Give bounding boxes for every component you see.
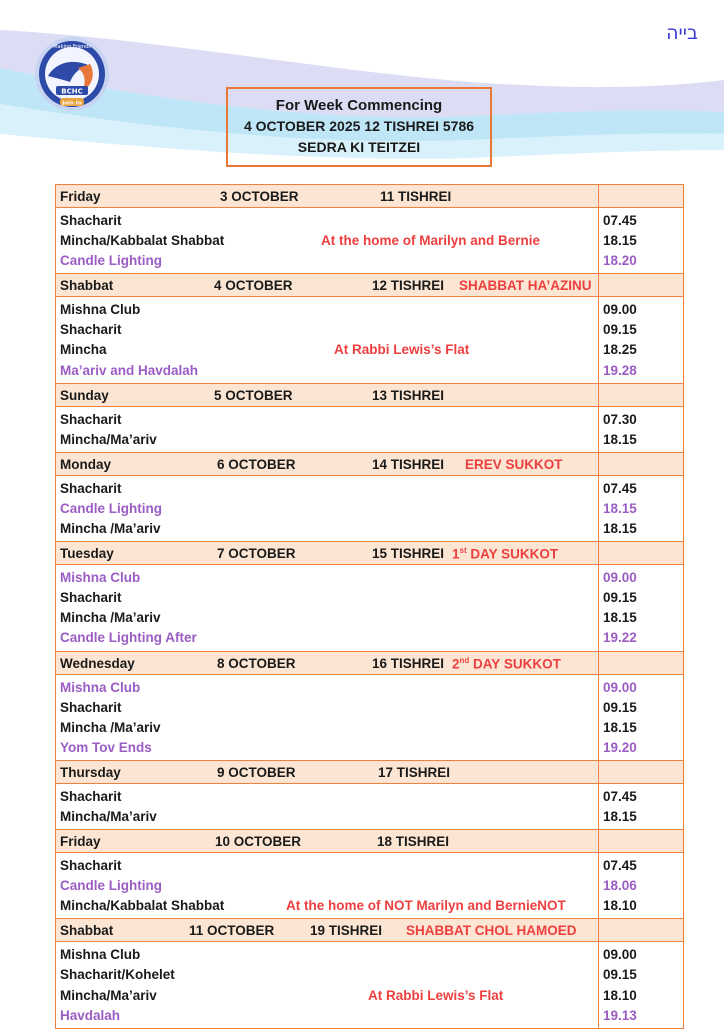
day-header xyxy=(56,830,598,852)
service-label: Havdalah xyxy=(60,1007,121,1023)
service-time: 18.20 xyxy=(603,253,637,269)
day-name: Thursday xyxy=(60,764,121,780)
service-item xyxy=(56,608,598,628)
day-date: 11 OCTOBER xyxy=(189,923,275,939)
day-date: 5 OCTOBER xyxy=(214,387,293,403)
day-services-row xyxy=(56,783,684,829)
day-header-cell xyxy=(56,452,599,475)
service-time: 09.15 xyxy=(603,699,637,715)
service-time: 18.15 xyxy=(603,610,637,626)
services-list xyxy=(56,208,598,273)
day-event: SHABBAT CHOL HAMOED xyxy=(406,923,577,939)
day-date: 8 OCTOBER xyxy=(217,655,296,671)
day-header-row xyxy=(56,760,684,783)
service-label: Shacharit xyxy=(60,411,122,427)
day-header xyxy=(56,384,598,406)
day-event xyxy=(452,656,561,672)
service-time: 19.13 xyxy=(603,1007,637,1023)
service-time: 07.45 xyxy=(603,788,637,804)
service-item xyxy=(56,519,598,539)
day-header xyxy=(56,453,598,475)
day-header-time-cell xyxy=(599,919,684,942)
day-header-cell xyxy=(56,919,599,942)
service-label: Shacharit xyxy=(60,858,122,874)
service-item xyxy=(56,568,598,588)
day-services-row xyxy=(56,565,684,651)
day-header-time-cell xyxy=(599,651,684,674)
day-services-row xyxy=(56,406,684,452)
service-label: Yom Tov Ends xyxy=(60,739,152,755)
day-name: Monday xyxy=(60,456,112,472)
service-time: 18.06 xyxy=(603,878,637,894)
heading-title: For Week Commencing xyxy=(275,97,443,114)
service-time: 07.45 xyxy=(603,480,637,496)
day-name: Friday xyxy=(60,189,101,204)
service-item xyxy=(56,430,598,450)
day-name: Shabbat xyxy=(60,278,114,294)
service-time: 18.15 xyxy=(603,808,637,824)
day-header xyxy=(56,542,598,564)
service-time: 09.00 xyxy=(603,947,637,963)
service-label: Candle Lighting After xyxy=(60,630,197,646)
times-list xyxy=(599,407,683,452)
day-date: 7 OCTOBER xyxy=(217,546,296,562)
times-cell xyxy=(599,406,684,452)
service-item xyxy=(56,807,598,827)
day-header-row xyxy=(56,919,684,942)
day-event-ordinal: nd xyxy=(459,655,470,665)
service-note: At the home of Marilyn and Bernie xyxy=(321,233,541,249)
service-item xyxy=(56,986,598,1006)
service-label: Mincha/Ma’ariv xyxy=(60,987,157,1003)
service-time: 18.15 xyxy=(603,500,637,516)
times-list xyxy=(599,942,683,1027)
times-list xyxy=(599,853,683,918)
day-hebrew-date: 18 TISHREI xyxy=(377,834,450,850)
service-time: 19.28 xyxy=(603,362,637,378)
service-item xyxy=(56,678,598,698)
day-header-cell xyxy=(56,542,599,565)
service-item xyxy=(56,361,598,381)
day-hebrew-date: 15 TISHREI xyxy=(372,546,445,562)
day-services-row xyxy=(56,297,684,383)
service-time: 07.45 xyxy=(603,858,637,874)
service-label: Mishna Club xyxy=(60,679,141,695)
times-list xyxy=(599,476,683,541)
services-list xyxy=(56,297,598,382)
service-label: Mishna Club xyxy=(60,302,141,318)
service-label: Candle Lighting xyxy=(60,500,162,516)
service-time: 18.10 xyxy=(603,987,637,1003)
day-header-time-cell xyxy=(599,274,684,297)
service-label: Shacharit xyxy=(60,788,122,804)
day-hebrew-date: 12 TISHREI xyxy=(372,278,445,294)
service-time: 09.15 xyxy=(603,322,637,338)
service-item xyxy=(56,718,598,738)
times-cell xyxy=(599,942,684,1028)
service-item xyxy=(56,340,598,360)
service-item xyxy=(56,738,598,758)
service-label: Mincha xyxy=(60,342,107,358)
day-header xyxy=(56,919,598,941)
service-label: Mincha /Ma’ariv xyxy=(60,521,161,537)
day-header-time-cell xyxy=(599,452,684,475)
service-label: Mishna Club xyxy=(60,570,141,586)
day-header-row xyxy=(56,542,684,565)
day-event-number: 2 xyxy=(452,656,460,671)
day-header xyxy=(56,652,598,674)
service-time: 09.00 xyxy=(603,570,637,586)
services-list xyxy=(56,853,598,918)
service-item xyxy=(56,876,598,896)
services-list xyxy=(56,784,598,829)
day-header-time-cell xyxy=(599,760,684,783)
service-time: 07.30 xyxy=(603,411,637,427)
day-services-row xyxy=(56,942,684,1028)
bchc-logo xyxy=(34,36,110,112)
service-item xyxy=(56,410,598,430)
day-header-row xyxy=(56,383,684,406)
services-cell xyxy=(56,783,599,829)
svg-text:Join In: Join In xyxy=(62,100,82,107)
day-services-row xyxy=(56,208,684,274)
day-header-row xyxy=(56,651,684,674)
service-label: Shacharit xyxy=(60,480,122,496)
service-label: Mishna Club xyxy=(60,947,141,963)
service-item xyxy=(56,479,598,499)
services-cell xyxy=(56,208,599,274)
service-item xyxy=(56,628,598,648)
day-header-cell xyxy=(56,830,599,853)
day-header-cell xyxy=(56,760,599,783)
service-item xyxy=(56,320,598,340)
day-hebrew-date: 19 TISHREI xyxy=(310,923,383,939)
times-list xyxy=(599,297,683,382)
service-time: 07.45 xyxy=(603,213,637,228)
day-header-row xyxy=(56,274,684,297)
times-list xyxy=(599,208,683,273)
day-hebrew-date: 17 TISHREI xyxy=(378,764,451,780)
service-label: Mincha/Kabbalat Shabbat xyxy=(60,898,225,914)
service-time: 09.15 xyxy=(603,590,637,606)
day-services-row xyxy=(56,674,684,760)
times-list xyxy=(599,784,683,829)
day-date: 6 OCTOBER xyxy=(217,456,296,472)
heading-dates: 4 OCTOBER 2025 12 TISHREI 5786 xyxy=(243,118,475,134)
service-label: Mincha/Ma’ariv xyxy=(60,808,157,824)
day-header-time-cell xyxy=(599,830,684,853)
day-date: 10 OCTOBER xyxy=(215,834,302,850)
day-event-text: DAY SUKKOT xyxy=(469,656,561,671)
day-header xyxy=(56,761,598,783)
times-cell xyxy=(599,674,684,760)
services-list xyxy=(56,565,598,650)
service-label: Mincha/Ma’ariv xyxy=(60,431,157,447)
services-list xyxy=(56,942,598,1027)
day-event-ordinal: st xyxy=(459,546,467,556)
service-item xyxy=(56,1006,598,1026)
day-name: Friday xyxy=(60,834,101,850)
services-cell xyxy=(56,853,599,919)
service-time: 09.00 xyxy=(603,679,637,695)
service-item xyxy=(56,787,598,807)
services-cell xyxy=(56,674,599,760)
times-cell xyxy=(599,475,684,541)
service-note: At the home of NOT Marilyn and BernieNOT xyxy=(286,898,566,914)
day-event xyxy=(452,546,558,562)
services-list xyxy=(56,407,598,452)
service-label: Candle Lighting xyxy=(60,253,162,269)
day-header-cell xyxy=(56,383,599,406)
day-header-time-cell xyxy=(599,185,684,208)
day-header-cell xyxy=(56,651,599,674)
service-item xyxy=(56,231,598,251)
svg-text:BCHC: BCHC xyxy=(61,87,83,96)
service-time: 18.15 xyxy=(603,719,637,735)
services-cell xyxy=(56,565,599,651)
day-services-row xyxy=(56,853,684,919)
day-hebrew-date: 13 TISHREI xyxy=(372,387,445,403)
times-cell xyxy=(599,208,684,274)
service-label: Mincha /Ma’ariv xyxy=(60,610,161,626)
service-time: 19.22 xyxy=(603,630,637,646)
schedule-table xyxy=(55,184,684,1029)
times-cell xyxy=(599,565,684,651)
times-list xyxy=(599,675,683,760)
service-label: Shacharit xyxy=(60,213,122,228)
day-header-cell xyxy=(56,274,599,297)
day-header-time-cell xyxy=(599,542,684,565)
day-services-row xyxy=(56,475,684,541)
day-header-row xyxy=(56,185,684,208)
day-date: 4 OCTOBER xyxy=(214,278,293,294)
service-item xyxy=(56,499,598,519)
heading-sedra: SEDRA KI TEITZEI xyxy=(297,139,421,155)
day-date: 9 OCTOBER xyxy=(217,764,296,780)
service-label: Shacharit xyxy=(60,590,122,606)
day-event-number: 1 xyxy=(452,546,460,562)
service-item xyxy=(56,300,598,320)
day-event: EREV SUKKOT xyxy=(465,456,563,472)
services-cell xyxy=(56,406,599,452)
day-hebrew-date: 11 TISHREI xyxy=(380,189,452,204)
services-cell xyxy=(56,942,599,1028)
day-date: 3 OCTOBER xyxy=(220,189,299,204)
services-cell xyxy=(56,475,599,541)
service-time: 18.10 xyxy=(603,898,637,914)
service-item xyxy=(56,698,598,718)
day-name: Sunday xyxy=(60,387,109,403)
day-header-time-cell xyxy=(599,383,684,406)
week-heading-box xyxy=(226,87,492,167)
services-cell xyxy=(56,297,599,383)
times-cell xyxy=(599,853,684,919)
service-item xyxy=(56,965,598,985)
service-time: 19.20 xyxy=(603,739,637,755)
times-list xyxy=(599,565,683,650)
service-item xyxy=(56,211,598,231)
service-time: 18.15 xyxy=(603,521,637,537)
service-label: Candle Lighting xyxy=(60,878,162,894)
day-header-row xyxy=(56,452,684,475)
day-hebrew-date: 16 TISHREI xyxy=(372,655,445,671)
service-item xyxy=(56,896,598,916)
service-note: At Rabbi Lewis’s Flat xyxy=(368,987,504,1003)
day-header xyxy=(56,185,598,207)
hebrew-header-text: בייה xyxy=(666,22,698,44)
day-header xyxy=(56,274,598,296)
service-note: At Rabbi Lewis’s Flat xyxy=(334,342,470,358)
times-cell xyxy=(599,783,684,829)
service-label: Shacharit xyxy=(60,322,122,338)
service-label: Mincha /Ma’ariv xyxy=(60,719,161,735)
service-time: 18.15 xyxy=(603,233,637,249)
times-cell xyxy=(599,297,684,383)
day-name: Wednesday xyxy=(60,655,135,671)
service-time: 18.15 xyxy=(603,431,637,447)
day-name: Shabbat xyxy=(60,923,114,939)
service-label: Mincha/Kabbalat Shabbat xyxy=(60,233,225,249)
service-label: Shacharit xyxy=(60,699,122,715)
service-time: 18.25 xyxy=(603,342,637,358)
service-time: 09.00 xyxy=(603,302,637,318)
service-item xyxy=(56,945,598,965)
day-event: SHABBAT HA’AZINU xyxy=(459,278,592,294)
day-header-row xyxy=(56,830,684,853)
service-item xyxy=(56,856,598,876)
service-item xyxy=(56,588,598,608)
day-event-text: DAY SUKKOT xyxy=(466,546,559,562)
services-list xyxy=(56,675,598,760)
services-list xyxy=(56,476,598,541)
day-header-cell xyxy=(56,185,599,208)
service-label: Ma’ariv and Havdalah xyxy=(60,362,199,378)
day-name: Tuesday xyxy=(60,546,114,562)
service-time: 09.15 xyxy=(603,967,637,983)
svg-text:Making Friends: Making Friends xyxy=(53,44,91,50)
service-item xyxy=(56,251,598,271)
service-label: Shacharit/Kohelet xyxy=(60,967,175,983)
day-hebrew-date: 14 TISHREI xyxy=(372,456,445,472)
